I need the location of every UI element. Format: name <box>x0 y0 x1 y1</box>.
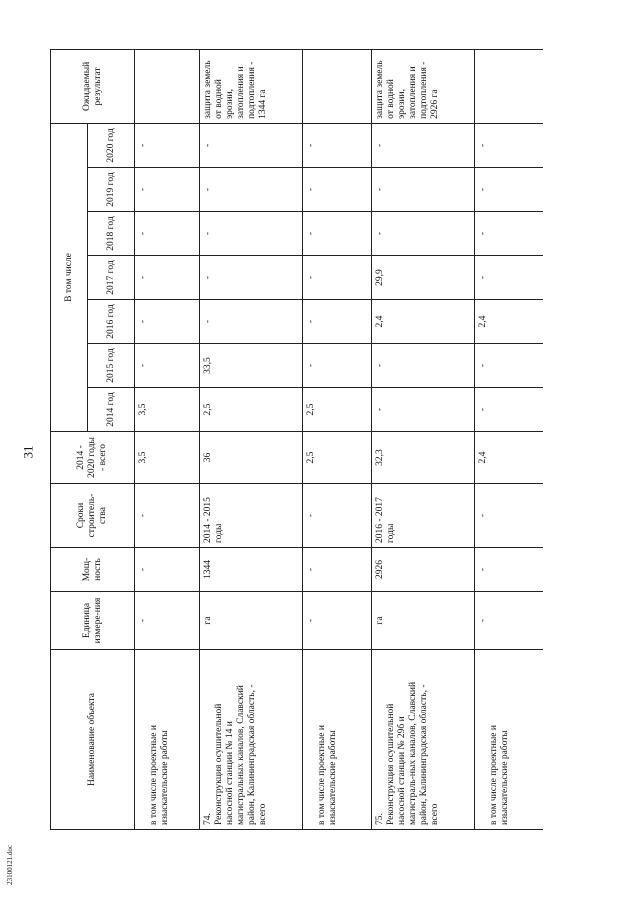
header-year-2018: 2018 год <box>88 212 135 256</box>
row-2020: - <box>200 123 303 167</box>
row-2018: - <box>475 212 544 256</box>
row-2020: - <box>135 123 200 167</box>
row-name-cell <box>135 650 200 830</box>
row-2016: - <box>135 300 200 344</box>
header-year-2019: 2019 год <box>88 168 135 212</box>
row-2017: - <box>200 256 303 300</box>
header-incl: В том числе <box>51 123 88 431</box>
row-unit: га <box>200 592 303 650</box>
row-total: 32,3 <box>372 432 475 484</box>
row-2016: - <box>200 300 303 344</box>
table-row <box>475 49 544 829</box>
row-index: 75. <box>375 813 385 825</box>
header-name: Наименование объекта <box>51 650 135 830</box>
header-result: Ожидаемый результат <box>51 49 135 123</box>
investment-table <box>50 49 543 830</box>
row-2014: - <box>372 388 475 432</box>
row-name-cell <box>475 650 544 830</box>
row-2020: - <box>475 123 544 167</box>
row-2016: - <box>303 300 372 344</box>
row-terms: 2016 - 2017 годы <box>372 484 475 548</box>
row-total: 2,5 <box>303 432 372 484</box>
row-2015: - <box>475 344 544 388</box>
header-total: 2014 - 2020 годы - всего <box>51 432 135 484</box>
header-terms: Сроки строитель-ства <box>51 484 135 548</box>
row-name-cell <box>303 650 372 830</box>
row-total: 36 <box>200 432 303 484</box>
header-year-2020: 2020 год <box>88 123 135 167</box>
header-year-2015: 2015 год <box>88 344 135 388</box>
row-2017: - <box>303 256 372 300</box>
row-2018: - <box>303 212 372 256</box>
row-2020: - <box>372 123 475 167</box>
row-2018: - <box>135 212 200 256</box>
row-2019: - <box>303 168 372 212</box>
row-unit: - <box>475 592 544 650</box>
row-name: в том числе проектные и изыскательские работы <box>148 725 170 825</box>
row-capacity: 2926 <box>372 548 475 592</box>
table-row <box>200 49 303 829</box>
row-2017: - <box>135 256 200 300</box>
row-2015: - <box>135 344 200 388</box>
row-2014: 2,5 <box>303 388 372 432</box>
row-2014: - <box>475 388 544 432</box>
row-2015: - <box>372 344 475 388</box>
row-index: 74. <box>203 813 213 825</box>
header-year-2014: 2014 год <box>88 388 135 432</box>
row-name-cell <box>200 650 303 830</box>
rotated-table <box>50 50 610 830</box>
row-2017: 29,9 <box>372 256 475 300</box>
row-name: в том числе проектные и изыскательские работы <box>316 725 338 825</box>
row-result <box>475 49 544 123</box>
row-2019: - <box>475 168 544 212</box>
table-row <box>303 49 372 829</box>
row-result: защита земель от водной эрозии, затопления и подтопления - 2926 га <box>372 49 475 123</box>
row-2017: - <box>475 256 544 300</box>
row-terms: - <box>303 484 372 548</box>
file-name: 23100121.doc <box>6 845 15 885</box>
row-total: 3,5 <box>135 432 200 484</box>
row-capacity: - <box>475 548 544 592</box>
row-2016: 2,4 <box>372 300 475 344</box>
row-2020: - <box>303 123 372 167</box>
row-2018: - <box>372 212 475 256</box>
row-result <box>135 49 200 123</box>
row-terms: - <box>135 484 200 548</box>
row-name: Реконструкция осушительной насосной станции № 29б и магистраль-ных каналов, Славский район, Калининградская область, - всего <box>385 681 440 825</box>
row-capacity: 1344 <box>200 548 303 592</box>
table-row <box>372 49 475 829</box>
header-unit: Единица измере-ния <box>51 592 135 650</box>
row-2016: 2,4 <box>475 300 544 344</box>
row-2015: - <box>303 344 372 388</box>
header-year-2017: 2017 год <box>88 256 135 300</box>
row-unit: - <box>135 592 200 650</box>
row-name: в том числе проектные и изыскательские работы <box>488 725 510 825</box>
row-unit: га <box>372 592 475 650</box>
table-container <box>50 50 610 830</box>
row-terms: 2014 - 2015 годы <box>200 484 303 548</box>
header-capacity: Мощ-ность <box>51 548 135 592</box>
row-name: Реконструкция осушительной насосной станции № 14 и магистральных каналов, Славский район, Калининградская область, - всего <box>213 684 268 825</box>
row-unit: - <box>303 592 372 650</box>
row-capacity: - <box>303 548 372 592</box>
row-2015: 33,5 <box>200 344 303 388</box>
row-name-cell <box>372 650 475 830</box>
row-2019: - <box>372 168 475 212</box>
row-2014: 2,5 <box>200 388 303 432</box>
row-terms: - <box>475 484 544 548</box>
row-2014: 3,5 <box>135 388 200 432</box>
header-year-2016: 2016 год <box>88 300 135 344</box>
table-row <box>135 49 200 829</box>
page-number: 31 <box>20 445 35 459</box>
row-2019: - <box>200 168 303 212</box>
row-capacity: - <box>135 548 200 592</box>
row-2019: - <box>135 168 200 212</box>
row-result <box>303 49 372 123</box>
row-2018: - <box>200 212 303 256</box>
row-result: защита земель от водной эрозии, затопления и подтопления - 1344 га <box>200 49 303 123</box>
row-total: 2,4 <box>475 432 544 484</box>
